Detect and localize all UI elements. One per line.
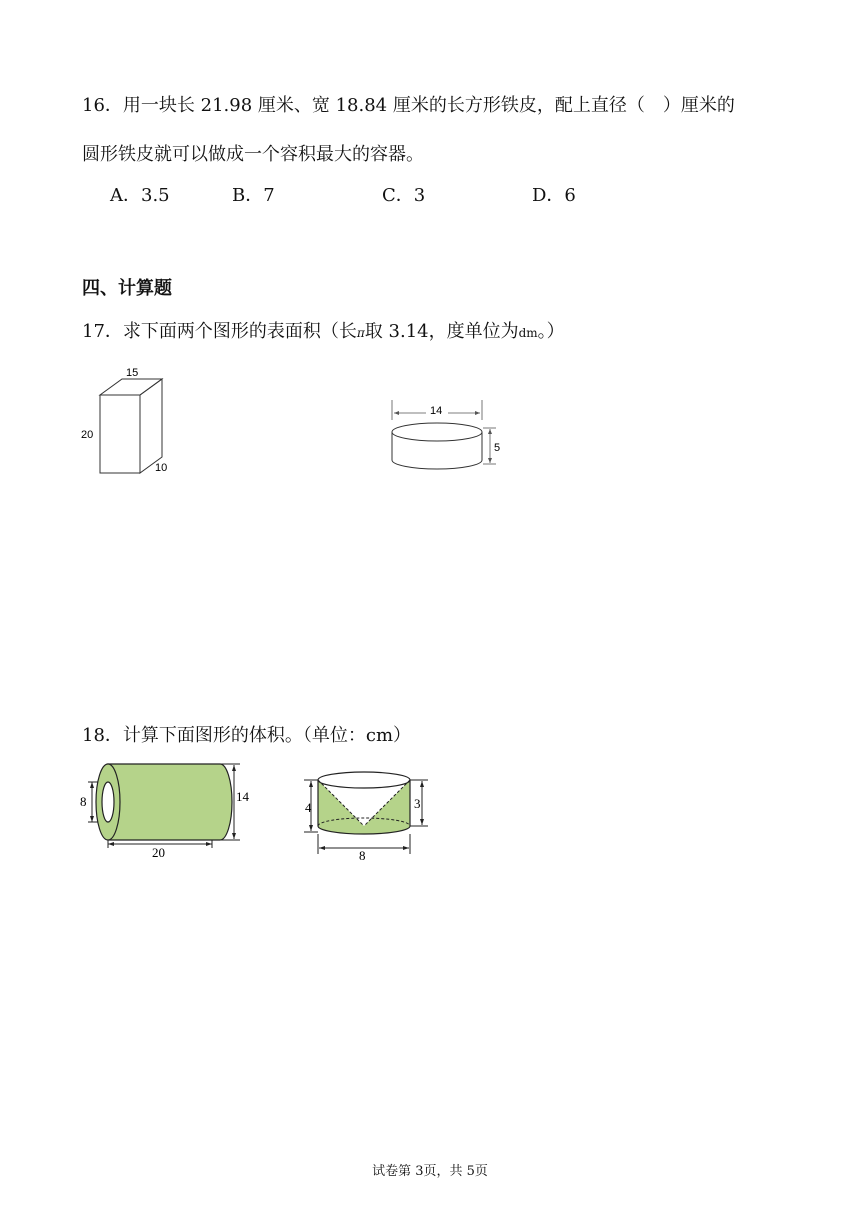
q16-option-a: A．3.5 — [110, 185, 170, 206]
q16-option-b: B．7 — [232, 185, 275, 206]
cuboid-depth-label: 10 — [155, 462, 168, 474]
hollow-tube-figure — [78, 760, 258, 860]
q16-option-c: C．3 — [382, 185, 426, 206]
q17-prefix: 17．求下面两个图形的表面积（长 — [82, 321, 357, 342]
q17-middle: 取 3.14，度单位为 — [364, 321, 519, 342]
q17-unit: dm — [518, 326, 538, 340]
cone-cut-cylinder-figure — [300, 760, 450, 864]
cylinder-height-label: 5 — [494, 442, 501, 454]
tube-inner-label: 8 — [80, 794, 87, 809]
q17-suffix: 。） — [537, 321, 565, 342]
cylinder-figure — [384, 396, 508, 476]
cuboid-left-label: 20 — [81, 429, 94, 441]
pi-symbol: π — [356, 326, 365, 340]
tube-length-label: 20 — [152, 845, 165, 860]
cone-right-label: 3 — [414, 796, 421, 811]
page-footer: 试卷第 3页，共 5页 — [372, 1164, 488, 1179]
q16-option-d: D．6 — [532, 185, 576, 206]
tube-height-label: 14 — [236, 789, 249, 804]
cone-bottom-label: 8 — [359, 848, 366, 863]
cone-left-label: 4 — [305, 800, 312, 815]
q17-text — [82, 320, 565, 345]
section-title: 四、计算题 — [82, 278, 172, 299]
q16-line2: 圆形铁皮就可以做成一个容积最大的容器。 — [82, 144, 424, 165]
cylinder-diameter-label: 14 — [430, 405, 443, 417]
q18-text: 18．计算下面图形的体积。（单位：cm） — [82, 725, 412, 746]
cuboid-figure — [78, 360, 188, 480]
q16-line1: 16．用一块长 21.98 厘米、宽 18.84 厘米的长方形铁皮，配上直径（ ）厘米的 — [82, 95, 735, 116]
cuboid-top-label: 15 — [126, 367, 139, 379]
